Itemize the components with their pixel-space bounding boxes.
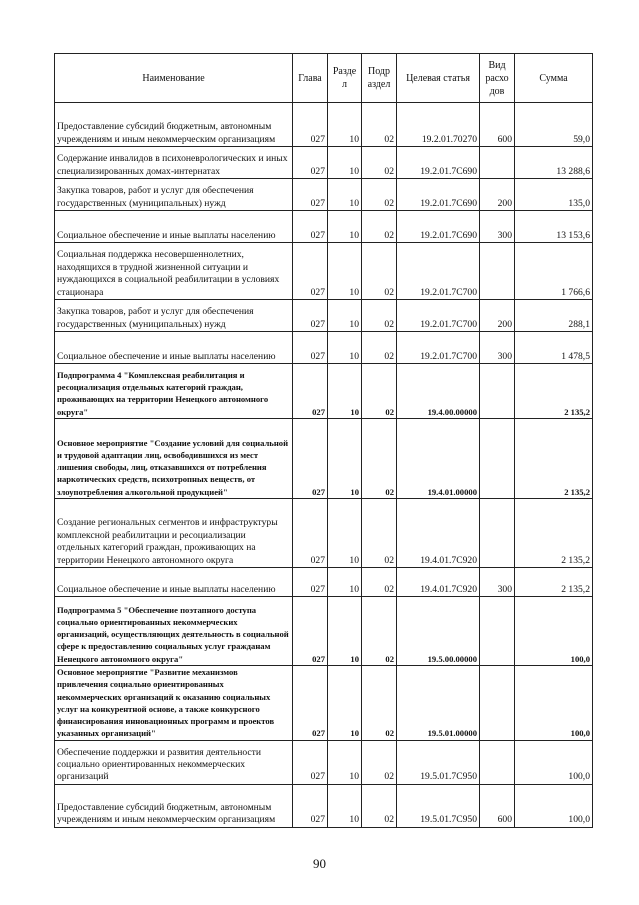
table-cell-statya: 19.2.01.7С690	[397, 147, 480, 179]
table-cell-vid: 600	[480, 103, 515, 147]
table-cell-vid	[480, 243, 515, 300]
table-cell-summa: 1 478,5	[515, 332, 593, 364]
table-cell-glava: 027	[293, 364, 328, 419]
header-name: Наименование	[55, 54, 293, 103]
header-vid: Вид расхо дов	[480, 54, 515, 103]
table-cell-statya: 19.4.01.7С920	[397, 568, 480, 597]
table-cell-vid	[480, 597, 515, 666]
header-razdel: Разде л	[328, 54, 362, 103]
table-row	[55, 784, 593, 827]
table-cell-razdel: 10	[328, 597, 362, 666]
table-cell-statya: 19.5.01.00000	[397, 666, 480, 741]
table-cell-summa: 2 135,2	[515, 364, 593, 419]
table-cell-glava: 027	[293, 211, 328, 243]
table-cell-razdel: 10	[328, 568, 362, 597]
table-cell-glava: 027	[293, 568, 328, 597]
table-cell-vid: 300	[480, 568, 515, 597]
header-glava: Глава	[293, 54, 328, 103]
table-cell-statya: 19.4.00.00000	[397, 364, 480, 419]
table-cell-podrazdel: 02	[362, 740, 397, 784]
table-cell-razdel: 10	[328, 147, 362, 179]
table-cell-statya: 19.5.01.7С950	[397, 784, 480, 827]
table-cell-summa: 288,1	[515, 300, 593, 332]
table-cell-vid: 200	[480, 179, 515, 211]
table-cell-summa: 100,0	[515, 597, 593, 666]
table-row	[55, 179, 593, 211]
table-cell-podrazdel: 02	[362, 499, 397, 568]
table-cell-razdel: 10	[328, 332, 362, 364]
table-cell-glava: 027	[293, 419, 328, 499]
table-cell-razdel: 10	[328, 740, 362, 784]
table-cell-statya: 19.2.01.7С700	[397, 332, 480, 364]
table-cell-statya: 19.4.01.00000	[397, 419, 480, 499]
table-cell-statya: 19.2.01.70270	[397, 103, 480, 147]
table-cell-name: Предоставление субсидий бюджетным, автономным учреждениям и иным некоммерческим организациям	[55, 103, 293, 147]
table-cell-podrazdel: 02	[362, 419, 397, 499]
table-cell-statya: 19.5.00.00000	[397, 597, 480, 666]
header-podrazdel: Подр аздел	[362, 54, 397, 103]
table-cell-razdel: 10	[328, 300, 362, 332]
table-cell-razdel: 10	[328, 243, 362, 300]
table-cell-razdel: 10	[328, 666, 362, 741]
table-cell-vid: 600	[480, 784, 515, 827]
table-cell-summa: 1 766,6	[515, 243, 593, 300]
table-cell-summa: 59,0	[515, 103, 593, 147]
table-row	[55, 419, 593, 499]
table-cell-vid	[480, 499, 515, 568]
table-cell-podrazdel: 02	[362, 147, 397, 179]
table-cell-summa: 100,0	[515, 666, 593, 741]
table-cell-podrazdel: 02	[362, 666, 397, 741]
table-cell-name: Обеспечение поддержки и развития деятельности социально ориентированных некоммерческих организаций	[55, 740, 293, 784]
table-cell-razdel: 10	[328, 784, 362, 827]
table-cell-glava: 027	[293, 103, 328, 147]
table-cell-vid	[480, 147, 515, 179]
table-cell-vid	[480, 419, 515, 499]
table-cell-podrazdel: 02	[362, 103, 397, 147]
table-cell-razdel: 10	[328, 179, 362, 211]
table-cell-summa: 13 153,6	[515, 211, 593, 243]
table-row	[55, 364, 593, 419]
table-cell-summa: 100,0	[515, 740, 593, 784]
table-cell-podrazdel: 02	[362, 332, 397, 364]
table-cell-summa: 135,0	[515, 179, 593, 211]
table-cell-razdel: 10	[328, 103, 362, 147]
table-cell-summa: 100,0	[515, 784, 593, 827]
table-cell-summa: 2 135,2	[515, 568, 593, 597]
table-cell-podrazdel: 02	[362, 179, 397, 211]
table-cell-name: Основное мероприятие "Создание условий для социальной и трудовой адаптации лиц, освободившихся из мест лишения свободы, лиц, отказавшихся от потребления наркотических средств, психотропных веществ, от злоупотребления алкогольной продукцией"	[55, 419, 293, 499]
table-cell-summa: 2 135,2	[515, 499, 593, 568]
table-cell-name: Социальная поддержка несовершеннолетних, находящихся в трудной жизненной ситуации и нуждающихся в социальной реабилитации в условиях стационара	[55, 243, 293, 300]
table-row	[55, 740, 593, 784]
table-cell-glava: 027	[293, 597, 328, 666]
table-cell-glava: 027	[293, 300, 328, 332]
table-cell-glava: 027	[293, 499, 328, 568]
header-summa: Сумма	[515, 54, 593, 103]
table-cell-podrazdel: 02	[362, 211, 397, 243]
table-cell-name: Предоставление субсидий бюджетным, автономным учреждениям и иным некоммерческим организациям	[55, 784, 293, 827]
table-cell-name: Закупка товаров, работ и услуг для обеспечения государственных (муниципальных) нужд	[55, 179, 293, 211]
table-row	[55, 568, 593, 597]
table-cell-podrazdel: 02	[362, 364, 397, 419]
table-cell-statya: 19.2.01.7С700	[397, 243, 480, 300]
table-cell-vid	[480, 364, 515, 419]
table-cell-name: Основное мероприятие "Развитие механизмов привлечения социально ориентированных некоммерческих организаций к оказанию социальных услуг на конкурентной основе, а также конкурсного финансирования инновационных программ и проектов указанных организаций"	[55, 666, 293, 741]
table-cell-glava: 027	[293, 332, 328, 364]
table-cell-glava: 027	[293, 784, 328, 827]
table-row	[55, 211, 593, 243]
table-cell-name: Создание региональных сегментов и инфраструктуры комплексной реабилитации и ресоциализации отдельных категорий граждан, проживающих на территории Ненецкого автономного округа	[55, 499, 293, 568]
table-cell-name: Подпрограмма 5 "Обеспечение поэтапного доступа социально ориентированных некоммерческих организаций, осуществляющих деятельность в социальной сфере к предоставлению социальных услуг гражданам Ненецкого автономного округа"	[55, 597, 293, 666]
table-cell-glava: 027	[293, 740, 328, 784]
table-cell-podrazdel: 02	[362, 568, 397, 597]
table-row	[55, 243, 593, 300]
table-cell-podrazdel: 02	[362, 597, 397, 666]
header-statya: Целевая статья	[397, 54, 480, 103]
table-cell-glava: 027	[293, 179, 328, 211]
table-cell-statya: 19.2.01.7С690	[397, 179, 480, 211]
table-cell-vid: 200	[480, 300, 515, 332]
table-cell-name: Содержание инвалидов в психоневрологических и иных специализированных домах-интернатах	[55, 147, 293, 179]
table-cell-glava: 027	[293, 666, 328, 741]
table-row	[55, 597, 593, 666]
table-cell-name: Социальное обеспечение и иные выплаты населению	[55, 568, 293, 597]
table-cell-summa: 13 288,6	[515, 147, 593, 179]
table-row	[55, 666, 593, 741]
table-cell-vid	[480, 666, 515, 741]
table-cell-glava: 027	[293, 243, 328, 300]
table-cell-razdel: 10	[328, 211, 362, 243]
table-cell-razdel: 10	[328, 419, 362, 499]
table-header-row	[55, 54, 593, 103]
budget-table	[54, 53, 593, 828]
table-cell-statya: 19.2.01.7С690	[397, 211, 480, 243]
table-row	[55, 499, 593, 568]
table-cell-name: Подпрограмма 4 "Комплексная реабилитация и ресоциализация отдельных категорий граждан, проживающих на территории Ненецкого автономного округа"	[55, 364, 293, 419]
table-cell-statya: 19.5.01.7С950	[397, 740, 480, 784]
table-row	[55, 300, 593, 332]
table-cell-vid: 300	[480, 211, 515, 243]
table-row	[55, 332, 593, 364]
table-cell-vid	[480, 740, 515, 784]
table-cell-razdel: 10	[328, 364, 362, 419]
table-row	[55, 147, 593, 179]
table-cell-statya: 19.4.01.7С920	[397, 499, 480, 568]
table-cell-name: Социальное обеспечение и иные выплаты населению	[55, 332, 293, 364]
table-cell-razdel: 10	[328, 499, 362, 568]
table-cell-glava: 027	[293, 147, 328, 179]
table-cell-name: Закупка товаров, работ и услуг для обеспечения государственных (муниципальных) нужд	[55, 300, 293, 332]
table-cell-statya: 19.2.01.7С700	[397, 300, 480, 332]
table-cell-podrazdel: 02	[362, 300, 397, 332]
table-cell-podrazdel: 02	[362, 243, 397, 300]
table-cell-summa: 2 135,2	[515, 419, 593, 499]
table-cell-podrazdel: 02	[362, 784, 397, 827]
table-cell-vid: 300	[480, 332, 515, 364]
table-row	[55, 103, 593, 147]
page-number: 90	[313, 856, 326, 871]
table-cell-name: Социальное обеспечение и иные выплаты населению	[55, 211, 293, 243]
